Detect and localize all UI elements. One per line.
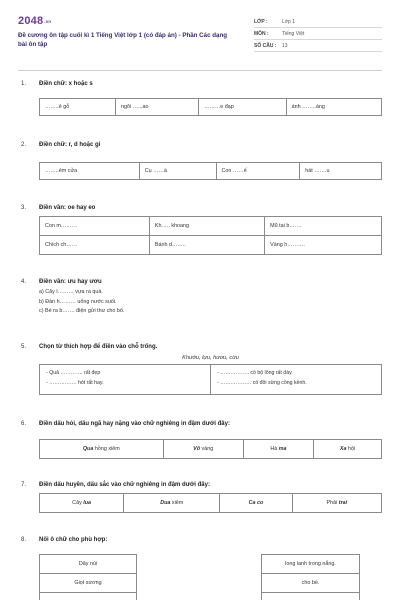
question-title: Điền vần: oe hay eo xyxy=(39,205,96,211)
match-item[interactable] xyxy=(262,593,360,600)
answer-cell[interactable]: Kh….. khoang xyxy=(149,217,264,236)
answer-box xyxy=(39,364,382,395)
emphasized-word: Dua xyxy=(160,500,171,506)
emphasized-word: Võ xyxy=(193,446,201,452)
table-row xyxy=(40,236,382,255)
meta-key: LỚP : xyxy=(254,18,268,25)
table-row xyxy=(40,163,382,180)
match-item[interactable]: Giọt sương xyxy=(40,574,137,593)
answer-cell[interactable]: Con m……… xyxy=(40,217,150,236)
emphasized-word: Ca co xyxy=(248,500,264,506)
fill-line[interactable]: c) Bé ra b……. điện gửi thư cho bố. xyxy=(39,308,125,315)
answer-cell[interactable] xyxy=(292,494,381,513)
question-title: Điền chữ: r, d hoặc gi xyxy=(39,142,101,148)
meta-key: MÔN : xyxy=(254,30,269,37)
emphasized-word: Qua xyxy=(82,446,94,452)
cell-text: hội xyxy=(346,446,356,452)
fill-line[interactable]: a) Cây l……… vựa ra quả. xyxy=(39,289,103,295)
table-row xyxy=(40,494,382,513)
question-number: 6. xyxy=(21,421,27,427)
answer-cell[interactable] xyxy=(124,494,220,513)
question-2 xyxy=(18,142,382,182)
match-item[interactable]: Dây núi xyxy=(40,555,137,574)
answer-cell[interactable]: Chích ch…… xyxy=(40,236,150,255)
emphasized-word: lua xyxy=(83,500,92,506)
match-item[interactable]: cho bé. xyxy=(262,574,360,593)
question-title: Điền chữ: x hoặc s xyxy=(39,81,93,87)
fill-line[interactable]: b) Đàn h……… uống nước suối. xyxy=(39,298,117,305)
table-row xyxy=(40,574,137,593)
answer-column-left xyxy=(40,365,210,394)
fill-line[interactable]: - ……………. hót rất hay. xyxy=(46,379,104,386)
document-header xyxy=(18,12,382,64)
meta-key: SỐ CÂU : xyxy=(254,42,277,49)
question-number: 7. xyxy=(21,482,27,488)
emphasized-word: trai xyxy=(338,500,348,506)
table-row xyxy=(40,217,382,236)
answer-cell[interactable]: Cụ ……à xyxy=(139,163,216,180)
logo-text: 2048 xyxy=(18,15,44,27)
answer-table xyxy=(39,216,382,255)
question-number: 2. xyxy=(21,142,27,148)
question-4 xyxy=(18,279,382,329)
cell-text: Phải xyxy=(326,500,339,506)
question-number: 3. xyxy=(21,205,27,211)
document-title: Đề cương ôn tập cuối kì 1 Tiếng Việt lớp 1 (có đáp án) - Phần Các dạng bài ôn tập xyxy=(18,32,228,48)
answer-table xyxy=(39,98,382,116)
logo-suffix: .vn xyxy=(44,19,52,24)
table-row xyxy=(40,99,382,116)
header-divider xyxy=(18,70,382,71)
answer-cell[interactable]: Vàng h………. xyxy=(265,236,382,255)
cell-text: Cây xyxy=(72,500,84,506)
cell-text: Hà xyxy=(270,446,279,452)
answer-cell[interactable] xyxy=(40,494,124,513)
question-1 xyxy=(18,81,382,121)
answer-cell[interactable]: ………e đạp xyxy=(199,99,287,116)
meta-value: Tiếng Việt xyxy=(282,30,305,37)
table-row xyxy=(40,593,137,600)
table-row xyxy=(262,555,360,574)
answer-cell[interactable]: Bánh d…….. xyxy=(149,236,264,255)
answer-cell[interactable]: ……..ém cửa xyxy=(40,163,140,180)
site-logo[interactable] xyxy=(18,15,51,27)
question-title: Điền vần: ưu hay ươu xyxy=(39,279,102,285)
word-bank: Khướu, lựu, hươu, cừu xyxy=(182,355,239,361)
question-title: Chọn từ thích hợp để điền vào chỗ trống. xyxy=(39,344,158,350)
question-3 xyxy=(18,205,382,265)
answer-table xyxy=(39,493,382,513)
match-item[interactable]: long lanh trong nắng. xyxy=(262,555,360,574)
answer-cell[interactable]: ngôi …...ao xyxy=(115,99,198,116)
question-5 xyxy=(18,344,382,404)
question-title: Nối ô chữ cho phù hợp: xyxy=(39,537,108,543)
question-number: 4. xyxy=(21,279,27,285)
answer-cell[interactable]: ánh ……..áng xyxy=(286,99,381,116)
table-row xyxy=(40,555,137,574)
answer-column-right xyxy=(210,365,381,394)
meta-row-class xyxy=(254,16,382,28)
emphasized-word: Xa xyxy=(339,446,347,452)
question-8 xyxy=(18,537,382,600)
answer-cell[interactable]: ……..ẻ gỗ xyxy=(40,99,116,116)
answer-cell[interactable]: Con ……ế xyxy=(216,163,300,180)
fill-line[interactable]: - Quả …………. rất đẹp xyxy=(46,370,101,376)
answer-table xyxy=(39,162,382,180)
emphasized-word: ma xyxy=(278,446,287,452)
question-6 xyxy=(18,421,382,463)
answer-cell[interactable]: hát …….u xyxy=(300,163,382,180)
answer-cell[interactable] xyxy=(163,440,243,459)
fill-lines xyxy=(39,288,124,317)
fill-line[interactable]: - …………….. có bộ lông rất dày. xyxy=(217,370,293,376)
cell-text: vàng xyxy=(200,446,214,452)
meta-row-subject xyxy=(254,28,382,40)
answer-table xyxy=(39,439,382,459)
table-row xyxy=(40,440,382,459)
fill-line[interactable]: - ……………… có đôi sừng cồng kềnh. xyxy=(217,379,307,386)
match-column-left xyxy=(39,554,137,600)
answer-cell[interactable] xyxy=(40,440,164,459)
question-number: 1. xyxy=(21,81,27,87)
question-title: Điền dấu huyền, dấu sắc vào chữ nghiêng in đậm dưới đây: xyxy=(39,482,210,488)
answer-cell[interactable]: Mũ tai b……. xyxy=(265,217,382,236)
meta-value: Lớp 1 xyxy=(282,18,296,25)
question-7 xyxy=(18,482,382,524)
question-title: Điền dấu hỏi, dấu ngã hay nặng vào chữ nghiêng in đậm dưới đây: xyxy=(39,421,230,427)
meta-value: 13 xyxy=(282,42,288,49)
question-number: 5. xyxy=(21,344,27,350)
answer-cell[interactable] xyxy=(220,494,292,513)
question-number: 8. xyxy=(21,537,27,543)
table-row xyxy=(262,593,360,600)
meta-panel xyxy=(254,16,382,52)
match-column-right xyxy=(261,554,360,600)
table-row xyxy=(262,574,360,593)
meta-row-count xyxy=(254,40,382,52)
cell-text: xiêm xyxy=(170,500,184,506)
match-item[interactable] xyxy=(40,593,137,600)
answer-cell[interactable] xyxy=(314,440,382,459)
answer-cell[interactable] xyxy=(243,440,313,459)
cell-text: hồng xiêm xyxy=(93,446,120,452)
